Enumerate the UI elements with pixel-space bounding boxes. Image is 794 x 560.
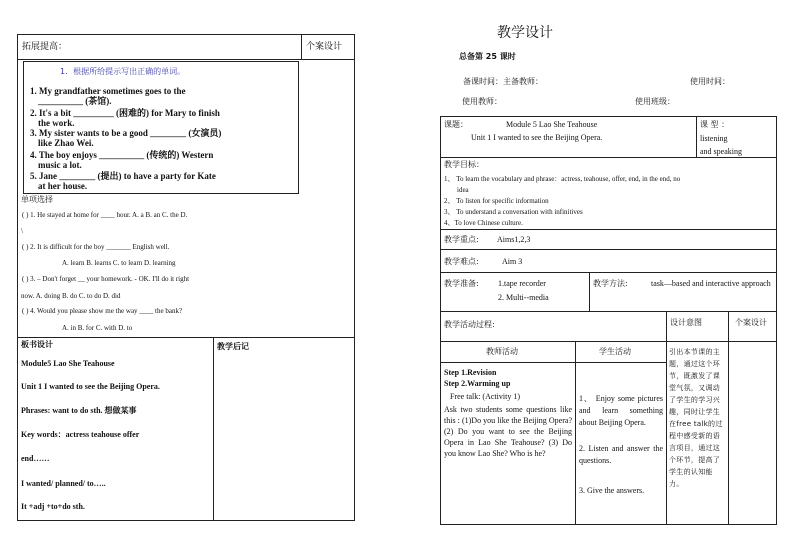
aim-1: 1、 To learn the vocabulary and phrase：actress, teahouse, offer, end, in the end, no: [444, 175, 681, 183]
board-design-title: 板书设计: [21, 340, 53, 349]
preparation-label: 教学准备:: [444, 279, 479, 288]
use-class-label: 使用班级：: [635, 97, 675, 106]
design-case-divider: [728, 311, 729, 525]
aim-4: 4、To love Chinese culture.: [444, 219, 523, 227]
lesson-number: 总备第 25 课时: [459, 52, 516, 61]
board-line-3: Phrases: want to do sth. 想做某事: [21, 406, 137, 415]
topic-label: 课题：: [444, 120, 468, 129]
key-points-value: Aims1,2,3: [497, 235, 531, 244]
ex1-item-4-line1: 4. The boy enjoys __________ (传统的) Western: [30, 150, 214, 160]
mc-question-3: ( ) 3. – Don't forget __ your homework. - OK. I'll do it right: [22, 275, 190, 283]
step-1: Step 1.Revision: [444, 368, 497, 377]
prep-time-label: 备课时间：: [463, 77, 503, 86]
process-design-divider: [666, 311, 667, 525]
ex1-item-3-line1: 3. My sister wants to be a good ________ (女演员): [30, 128, 222, 138]
mc-question-3-options: now. A. doing B. do C. to do D. did: [21, 292, 121, 300]
ex1-item-2-line2: the work.: [38, 118, 75, 128]
ex1-item-1-line1: 1. My grandfather sometimes goes to the: [30, 86, 186, 96]
case-design-label: 个案设计: [306, 42, 343, 52]
page-title: 教学设计: [497, 25, 553, 41]
mc-question-2: ( ) 2. It is difficult for the boy _______ English well.: [22, 243, 170, 251]
row-divider-diff: [440, 272, 777, 273]
row-divider-prep: [440, 311, 777, 312]
aim-1-cont: idea: [457, 186, 469, 194]
teacher-student-divider: [575, 341, 576, 525]
key-points-label: 教学重点:: [444, 235, 479, 244]
preparation-item-2: 2. Multi--media: [498, 293, 549, 302]
exercise1-instruction: 1．根据所给提示写出正确的单词。: [60, 67, 186, 76]
ex1-item-3-line2: like Zhao Wei.: [38, 138, 94, 148]
ex1-item-1-line2: __________ (茶馆).: [38, 96, 112, 106]
student-activity-3: 3. Give the answers.: [579, 486, 645, 495]
left-header-divider: [17, 59, 355, 60]
aims-title: 教学目标：: [444, 160, 484, 169]
student-activity-2: 2. Listen and answer the questions.: [579, 444, 663, 465]
ex1-item-2-line1: 2. It's a bit _________ (困难的) for Mary to finish: [30, 108, 220, 118]
mc-question-4-options: A. in B. for C. with D. to: [62, 324, 133, 332]
mc-question-2-options: A. learn B. learns C. to learn D. learning: [62, 259, 176, 267]
method-value: task—based and interactive approach: [651, 279, 771, 288]
lesson-type-value-1: listening: [700, 134, 728, 143]
topic-type-divider: [696, 116, 697, 157]
student-activity-header: 学生活动: [599, 347, 631, 356]
row-divider-topic: [440, 157, 777, 158]
board-line-1: Module5 Lao She Teahouse: [21, 359, 115, 368]
topic-unit: Unit 1 I wanted to see the Beijing Opera.: [471, 133, 603, 142]
process-label: 教学活动过程:: [444, 320, 495, 329]
design-intent-label: 设计意图: [670, 318, 702, 327]
left-header-col-divider: [301, 34, 302, 59]
main-teacher-label: 主备教师：: [503, 77, 543, 86]
exercise2-title: 单项选择: [21, 195, 53, 204]
method-label: 教学方法:: [593, 279, 628, 288]
difficulty-label: 教学难点:: [444, 257, 479, 266]
reflection-title: 教学后记: [217, 342, 249, 351]
use-time-label: 使用时间：: [690, 77, 730, 86]
user-teacher-label: 使用教师：: [462, 97, 502, 106]
aim-2: 2、 To listen for specific information: [444, 197, 549, 205]
aim-3: 3、 To understand a conversation with infinitives: [444, 208, 583, 216]
prep-method-divider: [589, 272, 590, 311]
board-line-7: It +adj +to+do sth.: [21, 502, 85, 511]
preparation-item-1: 1.tape recorder: [498, 279, 546, 288]
topic-module: Module 5 Lao She Teahouse: [506, 120, 598, 129]
extension-title: 拓展提高：: [22, 42, 68, 52]
mc-question-4: ( ) 4. Would you please show me the way ____ the bank?: [22, 307, 183, 315]
difficulty-value: Aim 3: [502, 257, 523, 266]
free-talk: Free talk: (Activity 1): [450, 392, 520, 401]
student-activity-1: 1、 Enjoy some pictures and learn something about Beijing Opera.: [579, 394, 663, 427]
board-line-2: Unit 1 I wanted to see the Beijing Opera.: [21, 382, 160, 391]
ex1-item-5-line1: 5. Jane ________ (提出) to have a party for Kate: [30, 171, 216, 181]
design-intent-text: 引出本节课的主题，通过这个环节，既激发了课堂气氛，又调动了学生的学习兴趣，同时让学生在free talk的过程中感受新的语言项目，通过这个环节，提高了学生的认知能力。: [669, 348, 723, 488]
case-design-right-label: 个案设计: [735, 318, 767, 327]
board-line-5: end……: [21, 454, 50, 463]
board-col-divider: [213, 337, 214, 521]
ex1-item-5-line2: at her house.: [38, 181, 88, 191]
lesson-type-label: 课 型 ：: [700, 120, 730, 129]
mc-question-1-cont: \: [21, 227, 23, 235]
row-divider-aims: [440, 229, 777, 230]
step-2: Step 2.Warming up: [444, 379, 511, 388]
board-line-6: I wanted/ planned/ to…..: [21, 479, 106, 488]
row-divider-process: [440, 341, 777, 342]
board-line-4: Key words：actress teahouse offer: [21, 430, 140, 439]
teacher-activity-header: 教师活动: [486, 347, 518, 356]
ex1-item-4-line2: music a lot.: [38, 160, 82, 170]
board-section-divider: [17, 337, 355, 338]
row-divider-activity-head: [440, 362, 666, 363]
mc-question-1: ( ) 1. He stayed at home for ____ hour. A. a B. an C. the D.: [22, 211, 188, 219]
teacher-activity-text: Ask two students some questions like this : (1)Do you like the Beijing Opera? (2) Do you want to see the Beijing Opera in Lao She Teahouse? (3) Do you know Lao She? Who is he?: [444, 405, 572, 458]
row-divider-key: [440, 249, 777, 250]
lesson-type-value-2: and speaking: [700, 147, 742, 156]
